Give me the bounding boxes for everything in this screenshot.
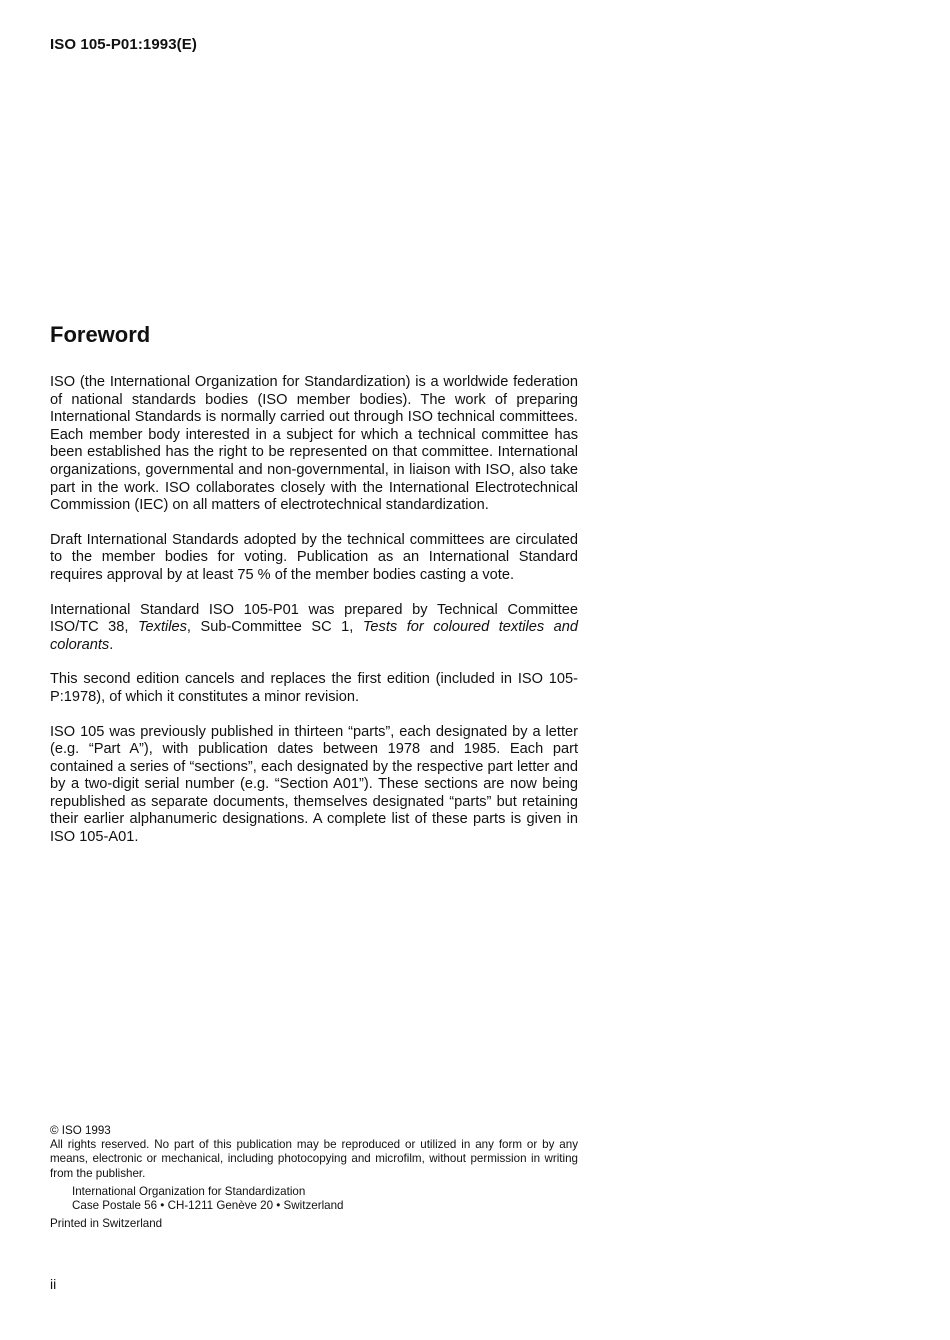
subcommittee-name: Tests for coloured textiles and colorants (50, 619, 579, 653)
prepared-by-text-3: . (109, 636, 114, 653)
prepared-by-text-1: International Standard ISO 105-P01 was prepared by Technical Committee ISO/TC 38, (50, 601, 578, 636)
publisher-name: International Organization for Standardization (72, 1184, 306, 1198)
paragraph-iso-overview: ISO (the International Organization for Standardization) is a worldwide federation of national standards bodies (ISO member bodies). The work of preparing International Standards is normally carried out through ISO technical committees. Each member body interested in a subject for which a technical committee has been established has the right to be represented on that committee. International organizations, governmental and non-governmental, in liaison with ISO, also take part in the work. ISO collaborates closely with the International Electrotechnical Commission (IEC) on all matters of electrotechnical standardization. (50, 374, 578, 514)
copyright-line: © ISO 1993 (50, 1124, 111, 1137)
foreword-body (50, 374, 578, 864)
page-number: ii (50, 1276, 57, 1292)
document-id-header: ISO 105-P01:1993(E) (50, 36, 197, 53)
committee-name: Textiles (137, 619, 187, 636)
page-title: Foreword (50, 322, 151, 347)
printed-in: Printed in Switzerland (50, 1217, 163, 1231)
paragraph-prepared-by (50, 602, 578, 655)
paragraph-draft-standards: Draft International Standards adopted by the technical committees are circulated to the member bodies for voting. Publication as an International Standard requires approval by at least 75 % of the member bodies casting a vote. (50, 531, 578, 583)
rights-notice: All rights reserved. No part of this publication may be reproduced or utilized in any form or by any means, electronic or mechanical, including photocopying and microfilm, without permission in writing from the publisher. (50, 1138, 578, 1180)
publisher-address (72, 1185, 578, 1213)
publisher-postal-address: Case Postale 56 • CH-1211 Genève 20 • Switzerland (72, 1199, 344, 1213)
prepared-by-text-2: , Sub-Committee SC 1, (186, 619, 363, 636)
copyright-footer (50, 1124, 578, 1231)
paragraph-history: ISO 105 was previously published in thirteen “parts”, each designated by a letter (e.g. “Part A”), with publication dates between 1978 and 1985. Each part contained a series of “sections”, each designated by the respective part letter and by a two-digit serial number (e.g. “Section A01”). These sections are now being republished as separate documents, themselves designated “parts” but retaining their earlier alphanumeric designations. A complete list of these parts is given in ISO 105-A01. (50, 723, 578, 846)
paragraph-edition: This second edition cancels and replaces the first edition (included in ISO 105-P:1978), of which it constitutes a minor revision. (50, 671, 578, 705)
